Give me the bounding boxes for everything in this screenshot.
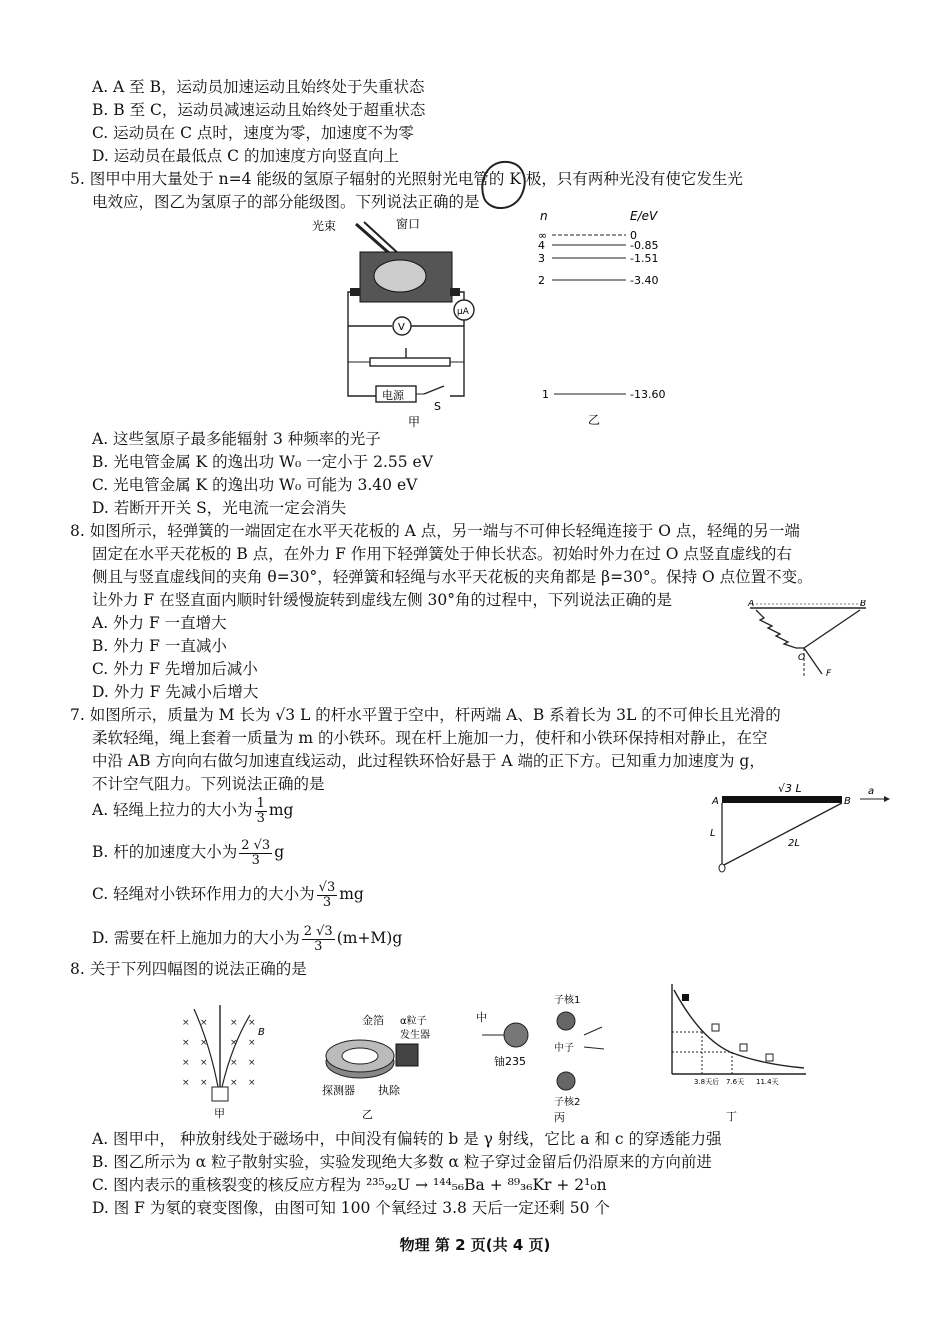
q4-option-a: A. A 至 B，运动员加速运动且始终处于失重状态 <box>92 78 425 96</box>
svg-text:子核1: 子核1 <box>554 995 581 1006</box>
q7-stem-line2: 柔软轻绳，绳上套着一质量为 m 的小铁环。现在杆上施加一力，使杆和小铁环保持相对静止，在空 <box>92 729 768 747</box>
q7-stem-line3: 中沿 AB 方向向右做匀加速直线运动，此过程铁环恰好悬于 A 端的正下方。已知重力加速度为 g， <box>92 752 765 770</box>
svg-text:×: × <box>230 1078 238 1088</box>
svg-text:丙: 丙 <box>554 1111 565 1124</box>
q5-option-d: D. 若断开开关 S，光电流一定会消失 <box>92 499 347 517</box>
svg-text:α粒子: α粒子 <box>400 1016 427 1027</box>
q8-option-b: B. 图乙所示为 α 粒子散射实验，实验发现绝大多数 α 粒子穿过金留后仍沿原来的方向前进 <box>92 1153 712 1171</box>
svg-text:7.6天: 7.6天 <box>726 1078 745 1086</box>
svg-text:n: n <box>540 209 548 223</box>
beam-label: 光束 <box>312 219 337 233</box>
svg-text:×: × <box>200 1038 208 1048</box>
svg-text:×: × <box>248 1018 256 1028</box>
svg-text:L: L <box>710 828 716 839</box>
window-label: 窗口 <box>396 217 421 231</box>
iron-ring <box>719 864 725 872</box>
q8-option-d: D. 图 F 为氡的衰变图像，由图可知 100 个氧经过 3.8 天后一定还剩 50 个 <box>92 1199 610 1217</box>
svg-text:3: 3 <box>538 252 545 265</box>
svg-text:-13.60: -13.60 <box>630 388 666 401</box>
svg-text:a: a <box>868 786 875 797</box>
page-footer: 物理 第 2 页(共 4 页) <box>399 1236 551 1254</box>
svg-text:×: × <box>182 1078 190 1088</box>
svg-text:11.4天: 11.4天 <box>756 1078 779 1086</box>
q8-figure-bing <box>470 985 620 1125</box>
svg-text:×: × <box>230 1058 238 1068</box>
spring <box>756 610 804 648</box>
q5-stem-line1: 5. 图甲中用大量处于 n=4 能级的氢原子辐射的光照射光电管的 K 极，只有两种光没有使它发生光 <box>70 170 743 188</box>
svg-text:子核2: 子核2 <box>554 1097 581 1108</box>
svg-text:探测器: 探测器 <box>322 1084 355 1097</box>
svg-text:B: B <box>844 796 851 807</box>
svg-text:E/eV: E/eV <box>630 209 658 223</box>
svg-text:-3.40: -3.40 <box>630 274 659 287</box>
svg-text:丁: 丁 <box>726 1110 737 1123</box>
svg-text:V: V <box>398 322 405 333</box>
fig-caption-yi: 乙 <box>588 413 601 427</box>
svg-text:甲: 甲 <box>214 1107 225 1120</box>
q8-figure-yi <box>318 1010 438 1125</box>
rod <box>722 796 842 803</box>
svg-text:中子: 中子 <box>554 1043 574 1054</box>
q8-figure-jia <box>170 995 280 1125</box>
svg-text:中: 中 <box>476 1011 487 1024</box>
svg-text:电源: 电源 <box>382 389 404 402</box>
svg-text:×: × <box>248 1078 256 1088</box>
q6-stem-line4: 让外力 F 在竖直面内顺时针缓慢旋转到虚线左侧 30°角的过程中，下列说法正确的是 <box>92 591 673 609</box>
svg-text:-1.51: -1.51 <box>630 252 659 265</box>
q7-stem-line1: 7. 如图所示，质量为 M 长为 √3 L 的杆水平置于空中，杆两端 A、B 系着长为 3L 的不可伸长且光滑的 <box>70 706 781 724</box>
q6-option-b: B. 外力 F 一直减小 <box>92 637 227 655</box>
svg-text:×: × <box>182 1058 190 1068</box>
q5-option-c: C. 光电管金属 K 的逸出功 W₀ 可能为 3.40 eV <box>92 476 418 494</box>
q5-option-a: A. 这些氢原子最多能辐射 3 种频率的光子 <box>92 430 381 448</box>
svg-text:×: × <box>182 1018 190 1028</box>
svg-text:×: × <box>200 1058 208 1068</box>
svg-text:×: × <box>200 1018 208 1028</box>
rheostat <box>370 358 450 366</box>
svg-text:金箔: 金箔 <box>362 1014 384 1027</box>
svg-text:×: × <box>182 1038 190 1048</box>
svg-text:4: 4 <box>538 239 545 252</box>
svg-text:2L: 2L <box>788 838 800 849</box>
svg-text:B: B <box>258 1027 265 1038</box>
svg-text:B: B <box>860 600 867 609</box>
svg-text:0: 0 <box>630 229 637 242</box>
svg-text:1: 1 <box>542 388 549 401</box>
svg-text:×: × <box>230 1018 238 1028</box>
q6-option-c: C. 外力 F 先增加后减小 <box>92 660 258 678</box>
q7-option-c: C. 轻绳对小铁环作用力的大小为 $\frac{√3}{3}$ mg <box>92 879 364 910</box>
q6-figure-spring <box>742 600 872 680</box>
u235-nucleus <box>504 1023 528 1047</box>
q8-option-c: C. 图内表示的重核裂变的核反应方程为 ²³⁵₉₂U → ¹⁴⁴₅₆Ba + ⁸⁹₃₆Kr + 2¹₀n <box>92 1176 607 1194</box>
q4-option-d: D. 运动员在最低点 C 的加速度方向竖直向上 <box>92 147 399 165</box>
svg-text:3.8天后: 3.8天后 <box>694 1078 720 1086</box>
q5-figure-energy-levels <box>530 206 680 430</box>
svg-text:×: × <box>200 1078 208 1088</box>
q7-option-b: B. 杆的加速度大小为 $\frac{2 √3}{3}$ g <box>92 837 285 868</box>
q8-option-a: A. 图甲中， 种放射线处于磁场中，中间没有偏转的 b 是 γ 射线，它比 a 和 c 的穿透能力强 <box>92 1130 722 1148</box>
q5-option-b: B. 光电管金属 K 的逸出功 W₀ 一定小于 2.55 eV <box>92 453 433 471</box>
svg-text:铀235: 铀235 <box>494 1055 526 1068</box>
fig-caption-jia: 甲 <box>408 415 421 429</box>
svg-text:2: 2 <box>538 274 545 287</box>
q6-option-d: D. 外力 F 先减小后增大 <box>92 683 259 701</box>
q5-figure-circuit <box>300 214 500 429</box>
q7-option-a: A. 轻绳上拉力的大小为 $\frac{1}{3}$ mg <box>92 795 294 826</box>
q7-stem-line4: 不计空气阻力。下列说法正确的是 <box>92 775 325 793</box>
q5-stem-line2: 电效应，图乙为氢原子的部分能级图。下列说法正确的是 <box>92 193 480 211</box>
svg-text:S: S <box>434 400 441 413</box>
decay-curve <box>674 990 804 1068</box>
rope <box>804 610 860 648</box>
q6-stem-line2: 固定在水平天花板的 B 点，在外力 F 作用下轻弹簧处于伸长状态。初始时外力在过 O 点竖直虚线的右 <box>92 545 792 563</box>
q7-option-d: D. 需要在杆上施加力的大小为 $\frac{2 √3}{3}$ (m+M)g <box>92 923 403 954</box>
svg-text:×: × <box>248 1038 256 1048</box>
q6-option-a: A. 外力 F 一直增大 <box>92 614 227 632</box>
q4-option-c: C. 运动员在 C 点时，速度为零，加速度不为零 <box>92 124 414 142</box>
svg-text:∞: ∞ <box>538 229 548 242</box>
svg-text:乙: 乙 <box>362 1108 373 1121</box>
svg-text:F: F <box>826 669 832 679</box>
svg-text:-0.85: -0.85 <box>630 239 659 252</box>
svg-text:×: × <box>248 1058 256 1068</box>
svg-text:√3 L: √3 L <box>778 782 802 795</box>
svg-text:μA: μA <box>457 307 469 317</box>
rope-slant <box>722 803 842 866</box>
q7-figure-rod <box>708 780 898 880</box>
svg-text:A: A <box>712 796 719 807</box>
switch <box>424 386 444 394</box>
q6-stem-line1: 8. 如图所示，轻弹簧的一端固定在水平天花板的 A 点，另一端与不可伸长轻绳连接于 O 点，轻绳的另一端 <box>70 522 800 540</box>
svg-text:执除: 执除 <box>378 1084 400 1097</box>
svg-text:发生器: 发生器 <box>400 1030 430 1041</box>
svg-text:O: O <box>798 653 806 663</box>
q4-option-b: B. B 至 C，运动员减速运动且始终处于超重状态 <box>92 101 426 119</box>
svg-text:×: × <box>230 1038 238 1048</box>
q6-stem-line3: 侧且与竖直虚线间的夹角 θ=30°，轻弹簧和轻绳与水平天花板的夹角都是 β=30°。保持 O 点位置不变。 <box>92 568 813 586</box>
q8-stem: 8. 关于下列四幅图的说法正确的是 <box>70 960 307 978</box>
svg-text:A: A <box>748 600 755 609</box>
q8-figure-ding-decay <box>660 978 810 1126</box>
